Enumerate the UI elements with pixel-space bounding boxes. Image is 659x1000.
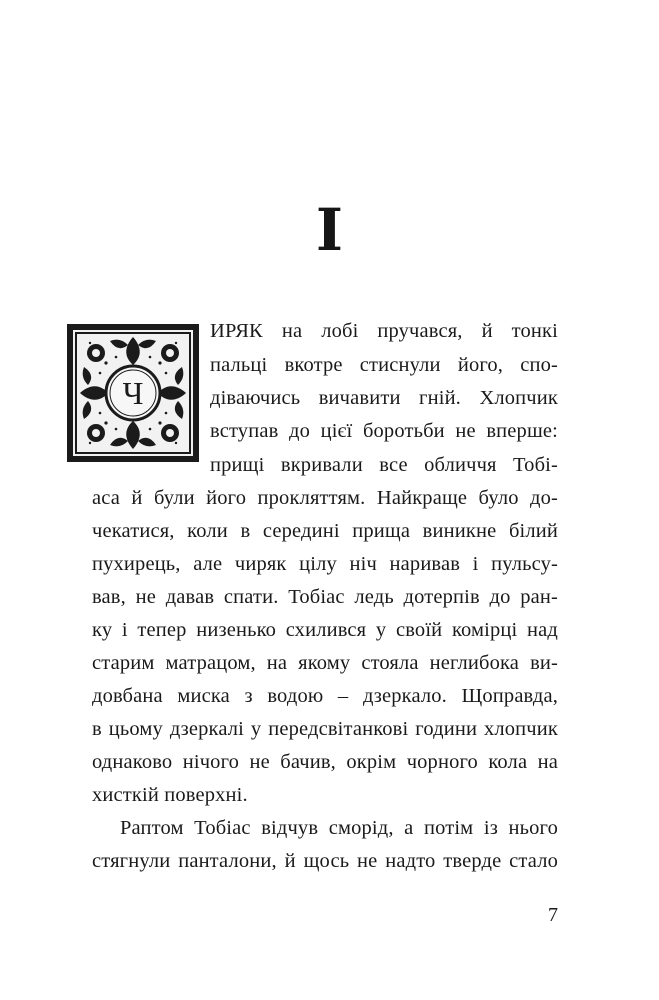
text-line: хисткій поверхні.	[92, 784, 248, 806]
text-line: старим матрацом, на якому стояла неглибока ви-	[92, 652, 558, 674]
text-line: пухирець, але чиряк цілу ніч наривав і пульсу-	[92, 553, 558, 575]
chapter-number: I	[315, 196, 344, 264]
text-line: пальці вкотре стиснули його, спо-	[210, 354, 558, 376]
text-line: в цьому дзеркалі у передсвітанкові години хлопчик	[92, 718, 558, 740]
text-line: діваючись вичавити гній. Хлопчик	[210, 387, 558, 409]
text-line: довбана миска з водою – дзеркало. Щоправда,	[92, 685, 558, 707]
text-line: вступав до цієї боротьби не вперше:	[210, 420, 558, 442]
text-line: прищі вкривали все обличчя Тобі-	[210, 454, 558, 476]
text-line: однаково нічого не бачив, окрім чорного кола на	[92, 751, 558, 773]
page-number: 7	[548, 904, 558, 926]
drop-cap-letter: Ч	[122, 375, 144, 411]
text-line: аса й були його прокляттям. Найкраще було до-	[92, 487, 558, 509]
ornamental-frame-icon	[66, 323, 200, 463]
text-line: ИРЯК на лобі пручався, й тонкі	[210, 320, 558, 342]
text-line: стягнули панталони, й щось не надто тверде стало	[92, 850, 558, 872]
text-line: вав, не давав спати. Тобіас ледь дотерпів до ран-	[92, 586, 558, 608]
text-line: Раптом Тобіас відчув сморід, а потім із нього	[120, 817, 558, 839]
text-line: чекатися, коли в середині прища виникне білий	[92, 520, 558, 542]
drop-cap-ornament	[66, 323, 200, 463]
text-line: ку і тепер низенько схилився у своїй комірці над	[92, 619, 558, 641]
